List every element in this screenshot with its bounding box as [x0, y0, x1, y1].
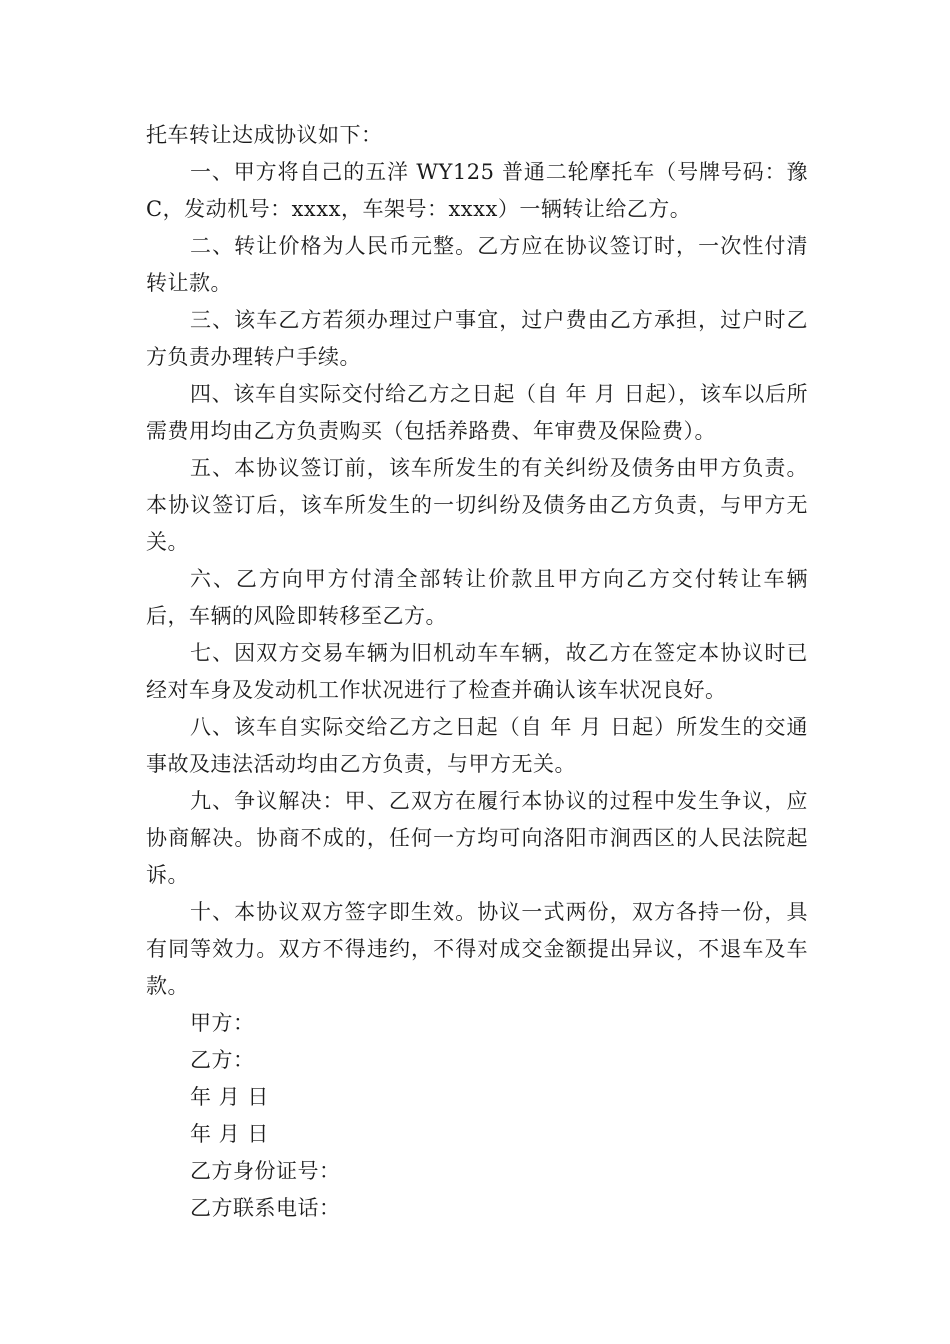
date-line-2: 年 月 日: [190, 1122, 269, 1146]
clause-5: 五、本协议签订前，该车所发生的有关纠纷及债务由甲方负责。本协议签订后，该车所发生的一切纠纷及债务由乙方负责，与甲方无关。: [146, 456, 808, 554]
party-b-id-line: 乙方身份证号：: [190, 1159, 341, 1183]
clause-3: 三、该车乙方若须办理过户事宜，过户费由乙方承担，过户时乙方负责办理转户手续。: [146, 308, 808, 369]
clause-2: 二、转让价格为人民币元整。乙方应在协议签订时，一次性付清转让款。: [146, 234, 808, 295]
party-b-phone-line: 乙方联系电话：: [190, 1196, 341, 1220]
clause-8: 八、该车自实际交给乙方之日起（自 年 月 日起）所发生的交通事故及违法活动均由乙方负责，与甲方无关。: [146, 715, 808, 776]
clause-10: 十、本协议双方签字即生效。协议一式两份，双方各持一份，具有同等效力。双方不得违约，不得对成交金额提出异议，不退车及车款。: [146, 900, 808, 998]
clause-9: 九、争议解决：甲、乙双方在履行本协议的过程中发生争议，应协商解决。协商不成的，任何一方均可向洛阳市涧西区的人民法院起诉。: [146, 789, 808, 887]
agreement-body: [146, 117, 808, 1227]
clause-6: 六、乙方向甲方付清全部转让价款且甲方向乙方交付转让车辆后，车辆的风险即转移至乙方。: [146, 567, 808, 628]
clause-1: 一、甲方将自己的五洋 WY125 普通二轮摩托车（号牌号码：豫 C，发动机号：xxxx，车架号：xxxx）一辆转让给乙方。: [146, 160, 808, 221]
party-b-signature-line: 乙方：: [190, 1048, 255, 1072]
date-line-1: 年 月 日: [190, 1085, 269, 1109]
intro-line: 托车转让达成协议如下：: [146, 123, 383, 147]
clause-7: 七、因双方交易车辆为旧机动车车辆，故乙方在签定本协议时已经对车身及发动机工作状况进行了检查并确认该车状况良好。: [146, 641, 808, 702]
party-a-signature-line: 甲方：: [190, 1011, 255, 1035]
clause-4: 四、该车自实际交付给乙方之日起（自 年 月 日起），该车以后所需费用均由乙方负责购买（包括养路费、年审费及保险费）。: [146, 382, 808, 443]
